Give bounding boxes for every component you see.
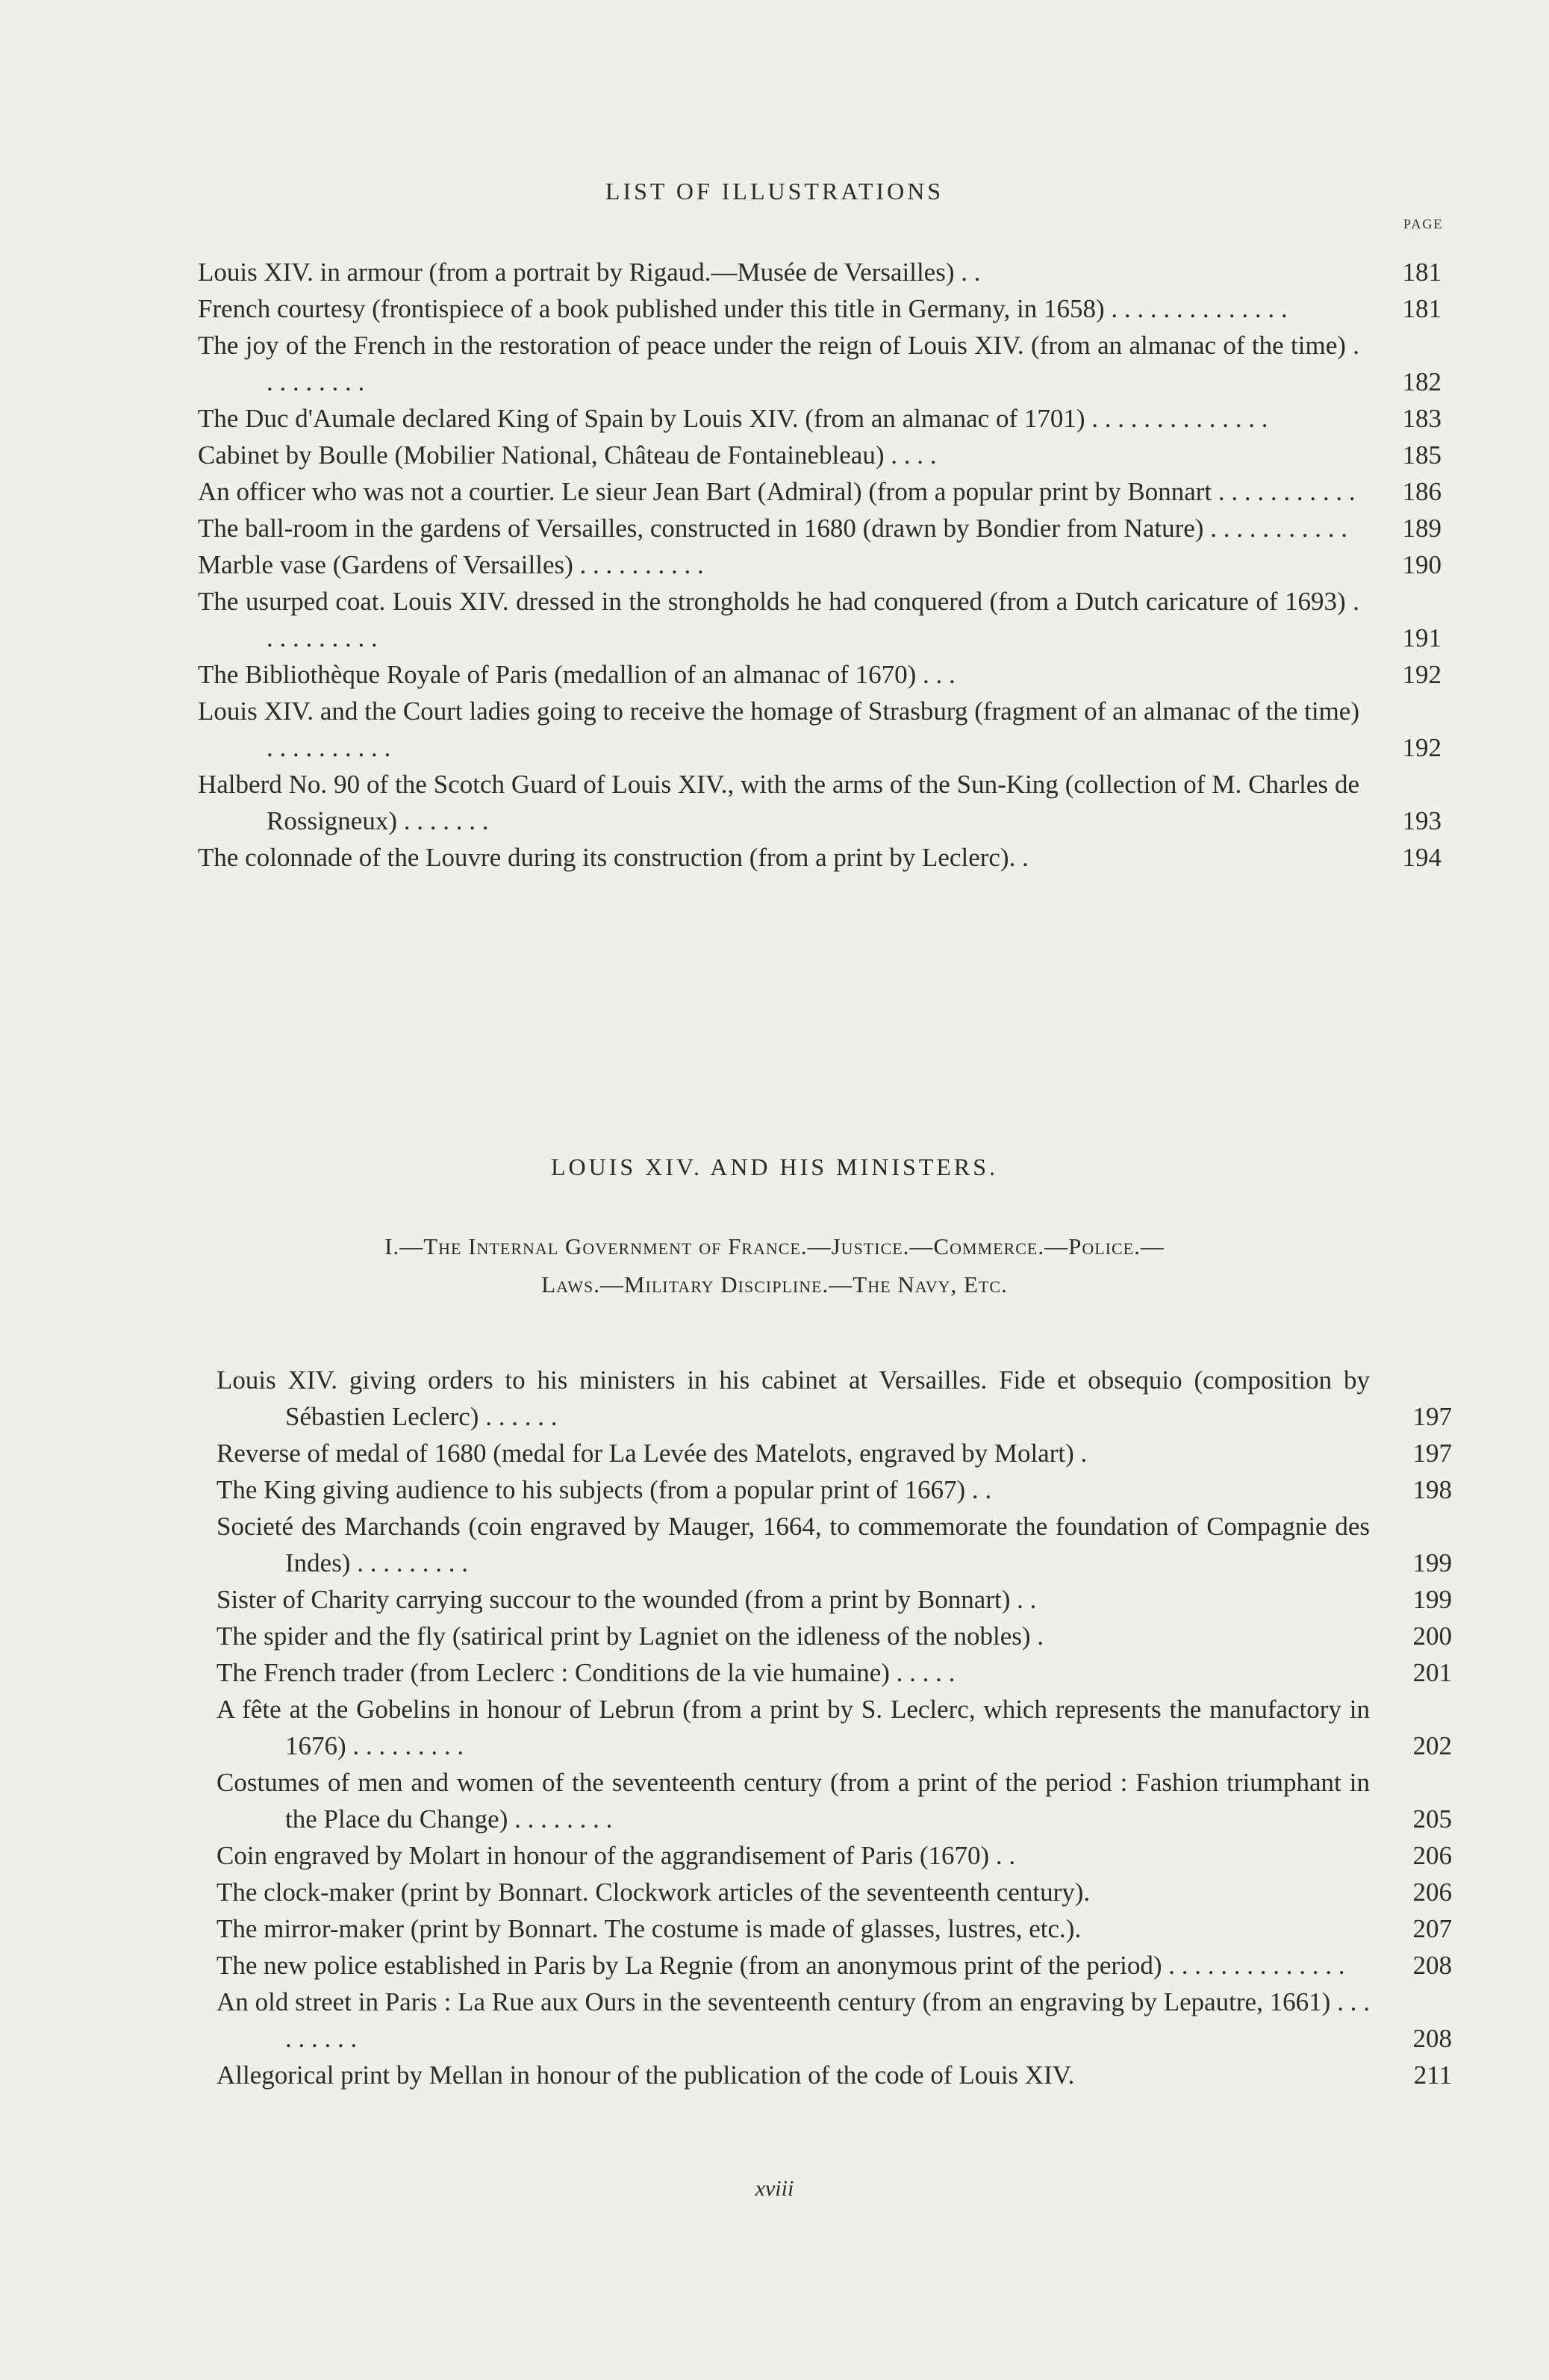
entry-text: The French trader (from Leclerc : Conditions de la vie humaine) . . . . . xyxy=(216,1658,956,1687)
entry-page: 200 xyxy=(1412,1622,1452,1651)
entry-page: 205 xyxy=(1412,1804,1452,1834)
entry-page: 211 xyxy=(1413,2060,1452,2090)
entry-text: The colonnade of the Louvre during its construction (from a print by Leclerc). . xyxy=(198,843,1029,872)
page-folio: xviii xyxy=(755,2176,794,2201)
list-item xyxy=(198,473,1442,510)
entry-text: The Duc d'Aumale declared King of Spain by Louis XIV. (from an almanac of 1701) . . . . . . . . . . . . . . xyxy=(198,404,1268,433)
entry-text: Costumes of men and women of the seventeenth century (from a print of the period : Fashion triumphant in the Place du Change) . . . . . . . . xyxy=(216,1768,1370,1834)
list-item xyxy=(198,583,1442,656)
entry-page: 192 xyxy=(1402,733,1442,762)
list-item xyxy=(216,1435,1452,1471)
entry-text: Louis XIV. and the Court ladies going to receive the homage of Strasburg (fragment of an almanac of the time) . . . . . . . . . . xyxy=(198,697,1359,762)
entry-page: 186 xyxy=(1402,477,1442,506)
list-item xyxy=(198,290,1442,327)
entry-page: 208 xyxy=(1412,1951,1452,1980)
entry-text: Reverse of medal of 1680 (medal for La Levée des Matelots, engraved by Molart) . xyxy=(216,1439,1088,1468)
entry-page: 197 xyxy=(1412,1439,1452,1468)
list-item xyxy=(198,766,1442,839)
entry-text: Louis XIV. in armour (from a portrait by Rigaud.—Musée de Versailles) . . xyxy=(198,258,981,287)
list-item xyxy=(216,1618,1452,1654)
entry-text: An old street in Paris : La Rue aux Ours in the seventeenth century (from an engraving by Lepautre, 1661) . . . . . . . . . xyxy=(216,1987,1370,2053)
entry-page: 192 xyxy=(1402,660,1442,689)
list-item xyxy=(216,1362,1452,1435)
entry-text: Societé des Marchands (coin engraved by Mauger, 1664, to commemorate the foundation of Compagnie des Indes) . . . . . . . . . xyxy=(216,1512,1370,1577)
entry-page: 189 xyxy=(1402,514,1442,543)
entry-page: 199 xyxy=(1412,1548,1452,1577)
entry-page: 199 xyxy=(1412,1585,1452,1614)
entry-page: 193 xyxy=(1402,806,1442,835)
list-item xyxy=(216,1654,1452,1691)
list-item xyxy=(216,1984,1452,2057)
section-title: LOUIS XIV. AND HIS MINISTERS. xyxy=(551,1153,998,1180)
page-column-label: PAGE xyxy=(1403,216,1444,231)
entry-text: The ball-room in the gardens of Versailles, constructed in 1680 (drawn by Bondier from Nature) . . . . . . . . . . . xyxy=(198,514,1347,543)
entry-page: 198 xyxy=(1412,1475,1452,1504)
entry-text: The mirror-maker (print by Bonnart. The costume is made of glasses, lustres, etc.). xyxy=(216,1914,1082,1943)
list-item xyxy=(198,254,1442,290)
list-item xyxy=(198,656,1442,693)
list-title: LIST OF ILLUSTRATIONS xyxy=(605,178,944,205)
list-item xyxy=(216,1874,1452,1910)
entry-page: 206 xyxy=(1412,1841,1452,1870)
list-item xyxy=(216,1691,1452,1764)
entry-page: 207 xyxy=(1412,1914,1452,1943)
entry-text: An officer who was not a courtier. Le sieur Jean Bart (Admiral) (from a popular print by Bonnart . . . . . . . . . . . xyxy=(198,477,1356,506)
entry-page: 194 xyxy=(1402,843,1442,872)
entry-text: The usurped coat. Louis XIV. dressed in the strongholds he had conquered (from a Dutch caricature of 1693) . . . . . . . . . . xyxy=(198,587,1359,652)
entry-page: 185 xyxy=(1402,440,1442,470)
entry-page: 191 xyxy=(1402,623,1442,652)
entry-text: Cabinet by Boulle (Mobilier National, Château de Fontainebleau) . . . . xyxy=(198,440,937,470)
entry-text: The Bibliothèque Royale of Paris (medallion of an almanac of 1670) . . . xyxy=(198,660,956,689)
entry-text: Marble vase (Gardens of Versailles) . . . . . . . . . . xyxy=(198,550,704,579)
entry-text: The spider and the fly (satirical print by Lagniet on the idleness of the nobles) . xyxy=(216,1622,1044,1651)
entry-text: A fête at the Gobelins in honour of Lebrun (from a print by S. Leclerc, which represents the manufactory in 1676) . . . . . . . . . xyxy=(216,1695,1370,1760)
list-item xyxy=(216,1947,1452,1984)
illustrations-list xyxy=(198,254,1442,876)
entry-page: 181 xyxy=(1402,258,1442,287)
entry-text: Louis XIV. giving orders to his ministers in his cabinet at Versailles. Fide et obsequio (composition by Sébastien Leclerc) . . . . . . xyxy=(216,1365,1370,1431)
list-item xyxy=(198,693,1442,766)
entry-page: 181 xyxy=(1402,294,1442,323)
entry-page: 206 xyxy=(1412,1878,1452,1907)
section-subheading-line-1: I.—The Internal Government of France.—Justice.—Commerce.—Police.— xyxy=(384,1233,1165,1259)
entry-page: 202 xyxy=(1412,1731,1452,1760)
list-item xyxy=(198,400,1442,437)
list-item xyxy=(216,1837,1452,1874)
entry-page: 182 xyxy=(1402,367,1442,396)
section-illustrations-list xyxy=(216,1362,1452,2093)
list-item xyxy=(198,437,1442,473)
entry-text: The joy of the French in the restoration of peace under the reign of Louis XIV. (from an almanac of the time) . . . . . . . . . xyxy=(198,331,1359,396)
list-item xyxy=(198,839,1442,876)
list-item xyxy=(216,1581,1452,1618)
entry-text: Allegorical print by Mellan in honour of the publication of the code of Louis XIV. xyxy=(216,2060,1075,2090)
list-item xyxy=(216,1910,1452,1947)
entry-text: The new police established in Paris by La Regnie (from an anonymous print of the period) . . . . . . . . . . . . . . xyxy=(216,1951,1345,1980)
entry-text: Coin engraved by Molart in honour of the aggrandisement of Paris (1670) . . xyxy=(216,1841,1016,1870)
list-item xyxy=(198,510,1442,546)
entry-text: The King giving audience to his subjects (from a popular print of 1667) . . xyxy=(216,1475,992,1504)
entry-text: The clock-maker (print by Bonnart. Clockwork articles of the seventeenth century). xyxy=(216,1878,1091,1907)
entry-page: 190 xyxy=(1402,550,1442,579)
list-item xyxy=(198,327,1442,400)
entry-page: 197 xyxy=(1412,1402,1452,1431)
list-item xyxy=(216,1508,1452,1581)
list-item xyxy=(216,2057,1452,2093)
entry-text: Sister of Charity carrying succour to the wounded (from a print by Bonnart) . . xyxy=(216,1585,1037,1614)
entry-page: 183 xyxy=(1402,404,1442,433)
list-item xyxy=(216,1471,1452,1508)
list-item xyxy=(216,1764,1452,1837)
entry-page: 201 xyxy=(1412,1658,1452,1687)
section-subheading-line-2: Laws.—Military Discipline.—The Navy, Etc. xyxy=(541,1271,1008,1298)
entry-text: French courtesy (frontispiece of a book published under this title in Germany, in 1658) . . . . . . . . . . . . . . xyxy=(198,294,1288,323)
list-item xyxy=(198,546,1442,583)
entry-page: 208 xyxy=(1412,2024,1452,2053)
entry-text: Halberd No. 90 of the Scotch Guard of Louis XIV., with the arms of the Sun-King (collection of M. Charles de Rossigneux) . . . . . . . xyxy=(198,770,1359,835)
